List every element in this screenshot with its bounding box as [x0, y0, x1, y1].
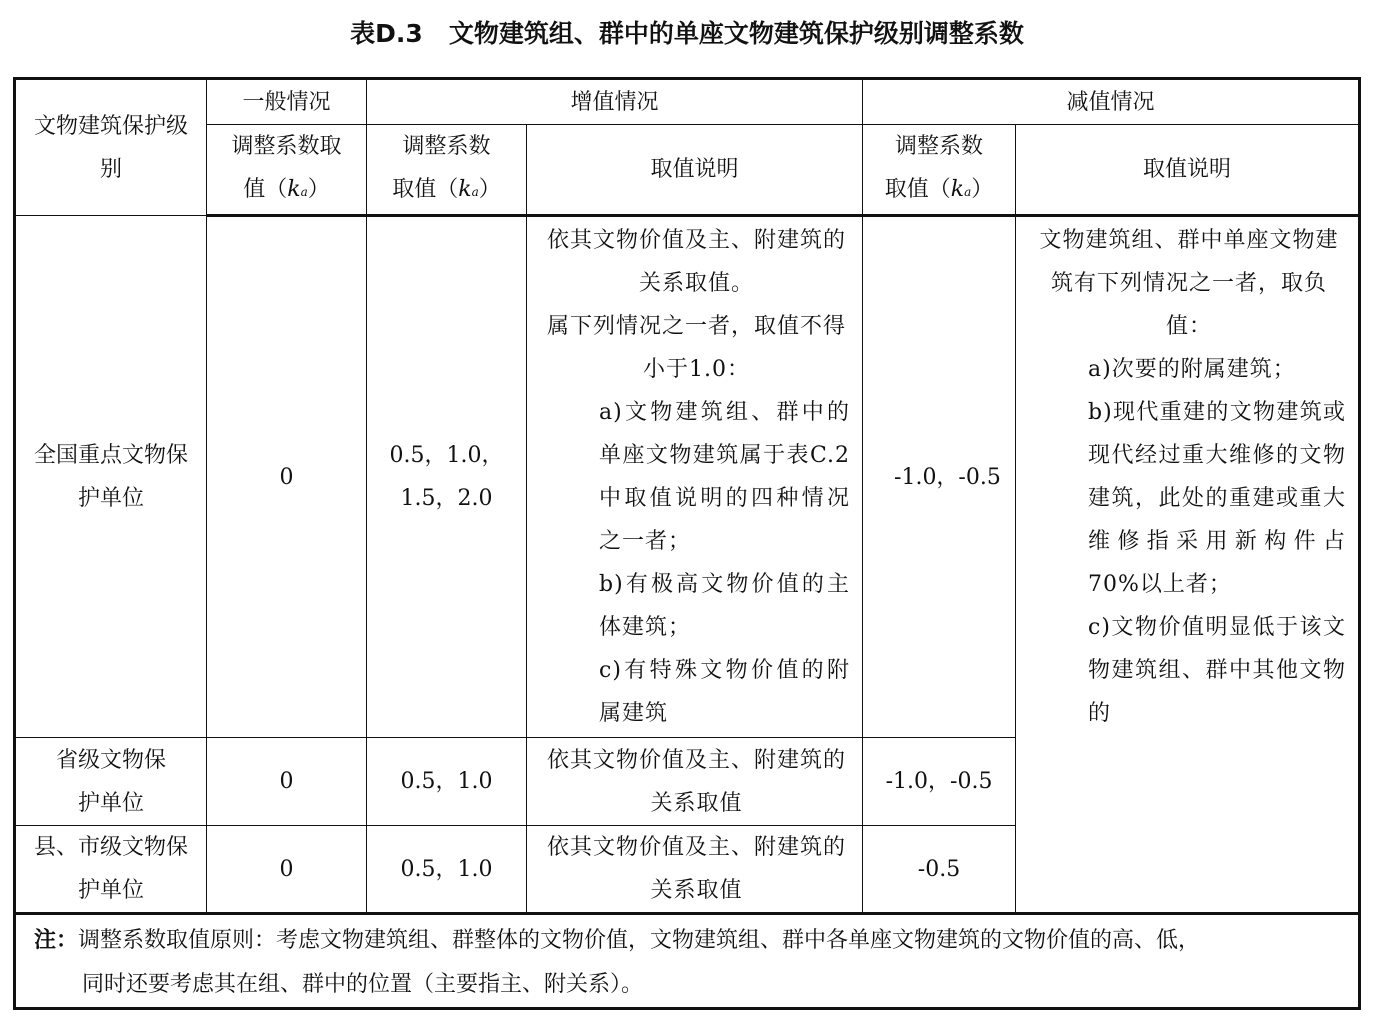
header-general-coef-close: ） [307, 177, 330, 202]
header-decrease-coef-sub: a [964, 185, 972, 199]
header-general-coefficient [207, 125, 367, 216]
decrease-national-text: -1.0，-0.5 [894, 464, 1001, 490]
header-general: 一般情况 [207, 79, 367, 125]
header-decrease: 减值情况 [863, 79, 1360, 125]
decrease-desc-item-b: b)现代重建的文物建筑或现代经过重大维修的文物建筑，此处的重建或重大维修指采用新构件占70%以上者； [1088, 400, 1347, 597]
cell-increase-desc-national [527, 216, 863, 738]
increase-national-text: 0.5，1.0，1.5，2.0 [389, 443, 504, 511]
cell-decrease-national [863, 216, 1016, 738]
increase-desc-p1: 依其文物价值及主、附建筑的关系取值。 [547, 228, 847, 296]
header-row-1 [15, 79, 1360, 125]
table-row-national [15, 216, 1360, 738]
table-note [15, 914, 1360, 1009]
header-increase: 增值情况 [367, 79, 863, 125]
cell-increase-county: 0.5，1.0 [367, 826, 527, 914]
cell-level-national [15, 216, 207, 738]
header-increase-coefficient [367, 125, 527, 216]
cell-general-county: 0 [207, 826, 367, 914]
note-label: 注： [34, 928, 79, 953]
cell-decrease-provincial: -1.0，-0.5 [863, 738, 1016, 826]
cell-level-county [15, 826, 207, 914]
table-title: 表D.3 文物建筑组、群中的单座文物建筑保护级别调整系数 [350, 19, 1024, 48]
header-increase-coef-k: k [458, 177, 472, 202]
note-line1: 调整系数取值原则：考虑文物建筑组、群整体的文物价值，文物建筑组、群中各单座文物建筑的文物价值的高、低， [78, 928, 1201, 953]
increase-desc-item-c: c)有特殊文物价值的附属建筑 [599, 658, 851, 726]
cell-decrease-county: -0.5 [863, 826, 1016, 914]
header-general-coef-line2-a: 值（ [243, 177, 288, 202]
header-decrease-coef-line2-a: 取值（ [884, 177, 951, 202]
cell-decrease-desc [1016, 216, 1360, 914]
header-increase-coef-line2-a: 取值（ [392, 177, 459, 202]
decrease-desc-p1: 文物建筑组、群中单座文物建筑有下列情况之一者，取负值： [1039, 228, 1339, 339]
cell-increase-desc-county: 依其文物价值及主、附建筑的关系取值 [527, 826, 863, 914]
decrease-desc-item-c: c)文物价值明显低于该文物建筑组、群中其他文物的 [1088, 615, 1347, 726]
level-national-text: 全国重点文物保护单位 [33, 442, 188, 511]
header-increase-coef-close: ） [478, 177, 501, 202]
level-provincial-text: 省级文物保护单位 [56, 747, 167, 816]
header-decrease-coef-k: k [950, 177, 965, 202]
header-increase-coef-sub: a [471, 185, 479, 199]
header-protection-level [15, 79, 207, 216]
header-increase-coef-line1: 调整系数 [402, 134, 491, 159]
increase-desc-item-a: a)文物建筑组、群中的单座文物建筑属于表C.2中取值说明的四种情况之一者； [599, 400, 851, 554]
increase-desc-item-b: b)有极高文物价值的主体建筑； [599, 572, 851, 640]
cell-level-provincial [15, 738, 207, 826]
note-line2: 同时还要考虑其在组、群中的位置（主要指主、附关系）。 [82, 972, 644, 997]
increase-desc-p2: 属下列情况之一者，取值不得小于1.0： [547, 314, 847, 382]
cell-increase-desc-provincial: 依其文物价值及主、附建筑的关系取值 [527, 738, 863, 826]
cell-increase-provincial: 0.5，1.0 [367, 738, 527, 826]
cell-general-national: 0 [207, 216, 367, 738]
header-general-coef-line1: 调整系数取 [231, 134, 342, 159]
header-general-coef-sub: a [300, 185, 308, 199]
header-decrease-description: 取值说明 [1016, 125, 1360, 216]
header-row-2 [15, 125, 1360, 216]
header-increase-description: 取值说明 [527, 125, 863, 216]
header-decrease-coef-line1: 调整系数 [895, 134, 984, 159]
table-note-row [15, 914, 1360, 1009]
header-general-coef-k: k [287, 177, 301, 202]
level-county-text: 县、市级文物保护单位 [33, 835, 188, 903]
decrease-desc-item-a: a)次要的附属建筑； [1088, 357, 1296, 382]
adjustment-coefficient-table [13, 77, 1361, 1010]
header-decrease-coefficient [863, 125, 1016, 216]
header-protection-level-label: 文物建筑保护级别 [33, 113, 188, 182]
cell-increase-national [367, 216, 527, 738]
header-decrease-coef-close: ） [971, 177, 994, 202]
cell-general-provincial: 0 [207, 738, 367, 826]
